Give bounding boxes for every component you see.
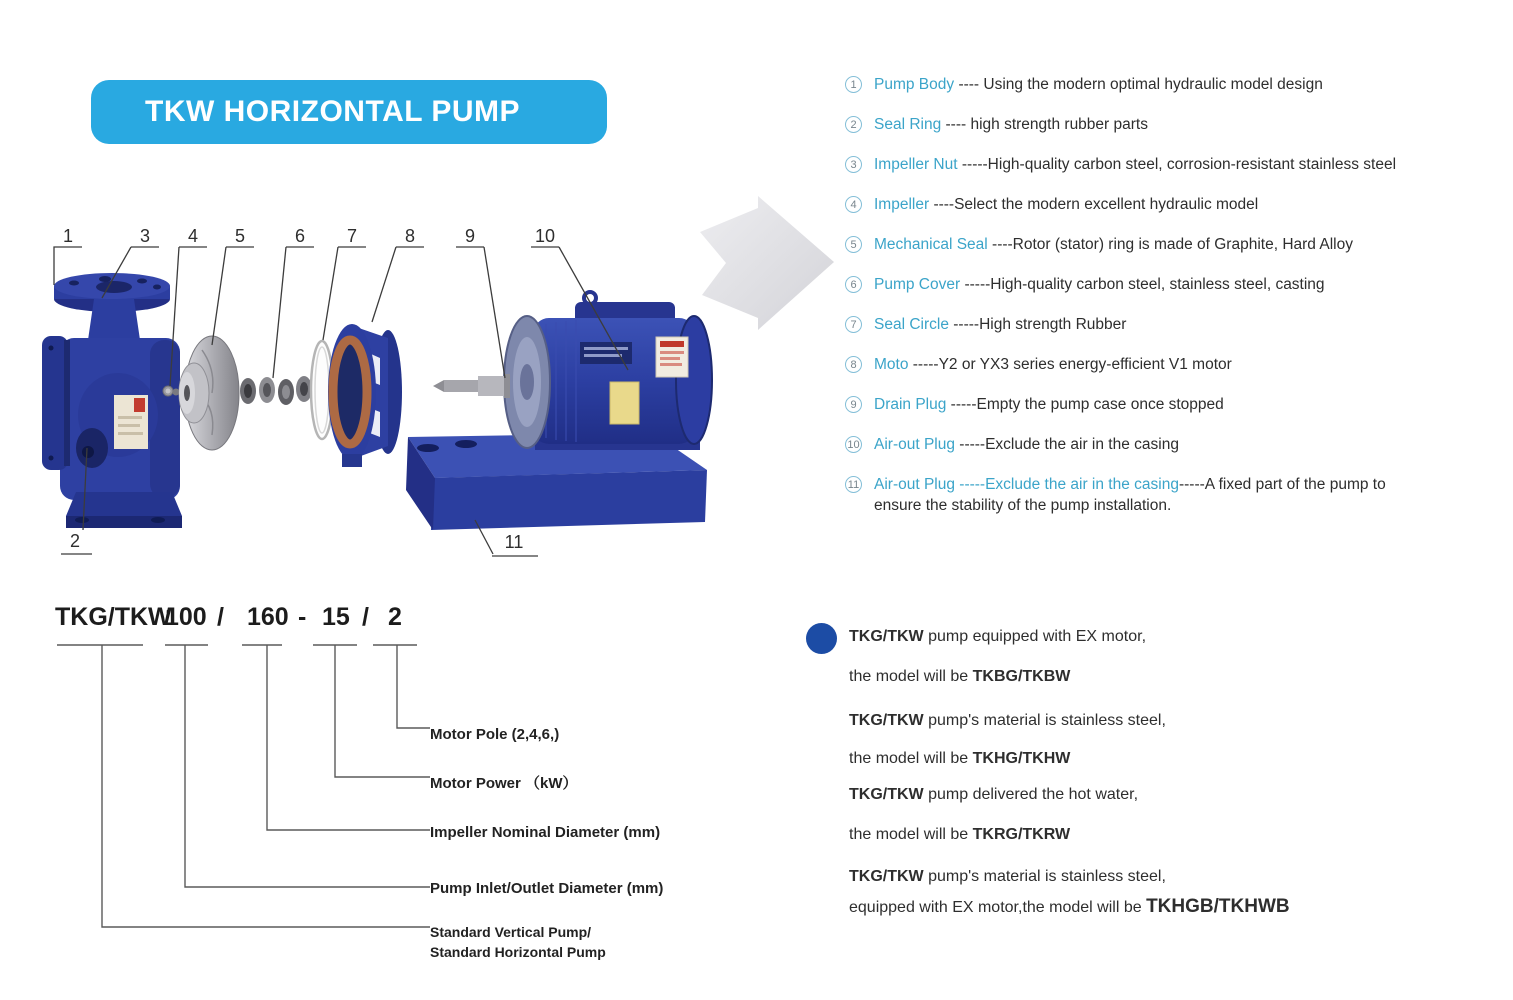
callout-number-4: 4 — [187, 226, 199, 246]
callout-number-2: 2 — [69, 531, 81, 551]
note-line: the model will be TKHG/TKHW — [849, 750, 1071, 767]
note-line: the model will be TKRG/TKRW — [849, 826, 1071, 843]
motor-shaft — [433, 374, 510, 398]
label-series-line2: Standard Horizontal Pump — [430, 944, 606, 960]
callout-number-6: 6 — [294, 226, 306, 246]
parts-list-item — [845, 195, 1510, 216]
part-number-badge: 8 — [845, 356, 862, 373]
callout-number-10: 10 — [534, 226, 556, 246]
part-number-badge: 1 — [845, 76, 862, 93]
callout-number-1: 1 — [62, 226, 74, 246]
part-name: Drain Plug — [874, 396, 947, 413]
callout-number-3: 3 — [139, 226, 151, 246]
note-line: TKG/TKW pump delivered the hot water, — [849, 786, 1139, 803]
parts-list — [845, 75, 1510, 536]
label-motor-pole: Motor Pole (2,4,6,) — [430, 726, 560, 743]
parts-list-item — [845, 395, 1510, 416]
part-number-badge: 4 — [845, 196, 862, 213]
part-number-badge: 2 — [845, 116, 862, 133]
model-separator-1: / — [217, 603, 224, 631]
mechanical-seal-parts — [240, 376, 312, 405]
model-separator-2: - — [298, 603, 307, 631]
parts-list-item — [845, 315, 1510, 336]
part-description: -----Exclude the air in the casing — [954, 436, 1179, 453]
part-description: ----Rotor (stator) ring is made of Graphite, Hard Alloy — [987, 236, 1353, 253]
part-name: Moto — [874, 356, 909, 373]
part-name: Pump Body — [874, 76, 955, 93]
model-pole-segment: 2 — [388, 603, 402, 631]
part-description: -----High-quality carbon steel, stainless steel, casting — [960, 276, 1325, 293]
motor-part — [433, 292, 712, 448]
part-name: Impeller — [874, 196, 930, 213]
part-description: ----Select the modern excellent hydraulic model — [929, 196, 1259, 213]
pump-cover-part — [328, 324, 402, 467]
part-description: -----High-quality carbon steel, corrosion-resistant stainless steel — [957, 156, 1397, 173]
transition-arrow-graphic — [700, 196, 834, 330]
callout-number-9: 9 — [464, 226, 476, 246]
pump-body-part — [42, 273, 182, 528]
note-line: TKG/TKW pump's material is stainless steel, — [849, 868, 1166, 885]
model-inlet-segment: 100 — [165, 603, 207, 631]
callout-number-8: 8 — [404, 226, 416, 246]
parts-list-item — [845, 475, 1510, 516]
part-number-badge: 10 — [845, 436, 862, 453]
part-number-badge: 7 — [845, 316, 862, 333]
part-description-line2: ensure the stability of the pump installation. — [874, 496, 1172, 514]
note-line: TKG/TKW pump's material is stainless steel, — [849, 712, 1166, 729]
part-description: -----High strength Rubber — [948, 316, 1127, 333]
part-name: Air-out Plug — [874, 436, 955, 453]
callout-number-7: 7 — [346, 226, 358, 246]
parts-list-item — [845, 435, 1510, 456]
model-code-connector-lines — [40, 600, 440, 960]
part-name: Seal Circle — [874, 316, 949, 333]
title-banner — [91, 80, 607, 144]
callout-number-5: 5 — [234, 226, 246, 246]
model-series-segment: TKG/TKW — [55, 603, 172, 631]
note-line: TKG/TKW pump equipped with EX motor, — [849, 628, 1147, 645]
part-name: Pump Cover — [874, 276, 961, 293]
part-number-badge: 3 — [845, 156, 862, 173]
part-number-badge: 5 — [845, 236, 862, 253]
part-number-badge: 6 — [845, 276, 862, 293]
parts-list-item — [845, 275, 1510, 296]
part-desc-highlight: -----Exclude the air in the casing — [954, 476, 1179, 493]
model-separator-3: / — [362, 603, 369, 631]
page-title: TKW HORIZONTAL PUMP — [145, 95, 521, 128]
parts-list-item — [845, 75, 1510, 96]
parts-list-item — [845, 155, 1510, 176]
impeller-part — [179, 336, 239, 450]
parts-list-item — [845, 115, 1510, 136]
model-impeller-segment: 160 — [247, 603, 289, 631]
part-number-badge: 9 — [845, 396, 862, 413]
part-description: ---- Using the modern optimal hydraulic model design — [954, 76, 1323, 93]
motor-nameplate — [580, 342, 632, 364]
model-power-segment: 15 — [322, 603, 350, 631]
parts-list-item — [845, 355, 1510, 376]
part-description: ---- high strength rubber parts — [941, 116, 1148, 133]
note-line: the model will be TKBG/TKBW — [849, 668, 1071, 685]
bullet-icon — [806, 623, 837, 654]
part-description: -----Empty the pump case once stopped — [946, 396, 1224, 413]
label-series-line1: Standard Vertical Pump/ — [430, 924, 592, 940]
part-name: Seal Ring — [874, 116, 942, 133]
note-line: equipped with EX motor,the model will be TKHGB/TKHWB — [849, 896, 1290, 917]
parts-list-item — [845, 235, 1510, 256]
part-description: -----Y2 or YX3 series energy-efficient V1 motor — [908, 356, 1232, 373]
callout-number-11: 11 — [504, 532, 524, 552]
part-name: Air-out Plug — [874, 476, 955, 493]
label-impeller-diameter: Impeller Nominal Diameter (mm) — [430, 824, 661, 841]
motor-yellow-label — [610, 382, 639, 424]
label-motor-power: Motor Power （kW） — [430, 775, 578, 792]
exploded-diagram — [30, 190, 840, 580]
part-number-badge: 11 — [845, 476, 862, 493]
label-inlet-outlet-diameter: Pump Inlet/Outlet Diameter (mm) — [430, 880, 664, 897]
part-description: -----A fixed part of the pump to — [1178, 476, 1386, 493]
part-name: Impeller Nut — [874, 156, 958, 173]
part-name: Mechanical Seal — [874, 236, 988, 253]
